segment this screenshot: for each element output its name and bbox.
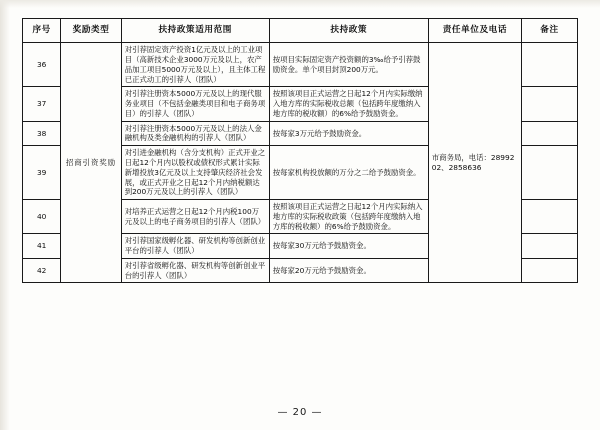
row-policy: 按每家3万元给予鼓励资金。	[269, 121, 428, 146]
row-note	[522, 258, 578, 283]
page-edge-shadow-left	[0, 0, 10, 430]
header-scope: 扶持政策适用范围	[121, 19, 269, 43]
row-no: 41	[23, 234, 61, 259]
header-type: 奖励类型	[61, 19, 121, 43]
row-no: 39	[23, 146, 61, 200]
row-policy: 按每家30万元给予鼓励资金。	[269, 234, 428, 259]
row-scope: 对引进金融机构（含分支机构）正式开业之日起12个月内以股权或债权形式累计实际新增投放3亿元及以上支持肇庆经济社会发展，或正式开业之日起12个月内纳税额达到200万元及以上的引荐人（团队）	[121, 146, 269, 200]
row-note	[522, 87, 578, 121]
row-policy: 按项目实际固定资产投资额的3‰给予引荐鼓励资金。单个项目封顶200万元。	[269, 43, 428, 87]
table-header	[23, 19, 578, 43]
row-note	[522, 200, 578, 234]
row-scope: 对培养正式运营之日起12个月内税100万元及以上的电子商务项目的引荐人（团队）	[121, 200, 269, 234]
row-note	[522, 43, 578, 87]
row-scope: 对引荐注册资本5000万元及以上的法人金融机构及类金融机构的引荐人（团队）	[121, 121, 269, 146]
row-scope: 对引荐省级孵化器、研发机构等创新创业平台的引荐人（团队）	[121, 258, 269, 283]
row-note	[522, 234, 578, 259]
header-unit: 责任单位及电话	[428, 19, 521, 43]
row-no: 38	[23, 121, 61, 146]
header-policy: 扶持政策	[269, 19, 428, 43]
row-no: 42	[23, 258, 61, 283]
row-no: 40	[23, 200, 61, 234]
responsible-unit: 市商务局，电话：2899202、2858636	[428, 43, 521, 283]
header-note: 备注	[522, 19, 578, 43]
header-no: 序号	[23, 19, 61, 43]
row-policy: 按照该项目正式运营之日起12个月内实际缴纳入地方库的实际税收总额（包括跨年度缴纳入地方库的税收额）的6%给予鼓励资金。	[269, 87, 428, 121]
row-scope: 对引荐固定资产投资1亿元及以上的工业项目（高新技术企业3000万元及以上，农产品加工项目5000万元及以上），且主体工程已正式动工的引荐人（团队）	[121, 43, 269, 87]
row-no: 36	[23, 43, 61, 87]
table-row	[23, 43, 578, 87]
row-note	[522, 146, 578, 200]
table-body	[23, 43, 578, 283]
reward-type-group-label: 招商引资奖励	[61, 43, 121, 283]
policy-table	[22, 18, 578, 283]
row-scope: 对引荐注册资本5000万元及以上的现代服务业项目（不包括金融类项目和电子商务项目）的引荐人（团队）	[121, 87, 269, 121]
row-policy: 按照该项目正式运营之日起12个月内实际纳入地方库的实际税收政策（包括跨年度缴纳入地方库的税收额）的6%给予鼓励资金。	[269, 200, 428, 234]
row-note	[522, 121, 578, 146]
row-policy: 按每家20万元给予鼓励资金。	[269, 258, 428, 283]
page-edge-shadow-top	[0, 0, 600, 8]
table-header-row	[23, 19, 578, 43]
row-policy: 按每家机构投放额的万分之二给予鼓励资金。	[269, 146, 428, 200]
row-no: 37	[23, 87, 61, 121]
page-number: — 20 —	[277, 407, 323, 418]
row-scope: 对引荐国家级孵化器、研发机构等创新创业平台的引荐人（团队）	[121, 234, 269, 259]
